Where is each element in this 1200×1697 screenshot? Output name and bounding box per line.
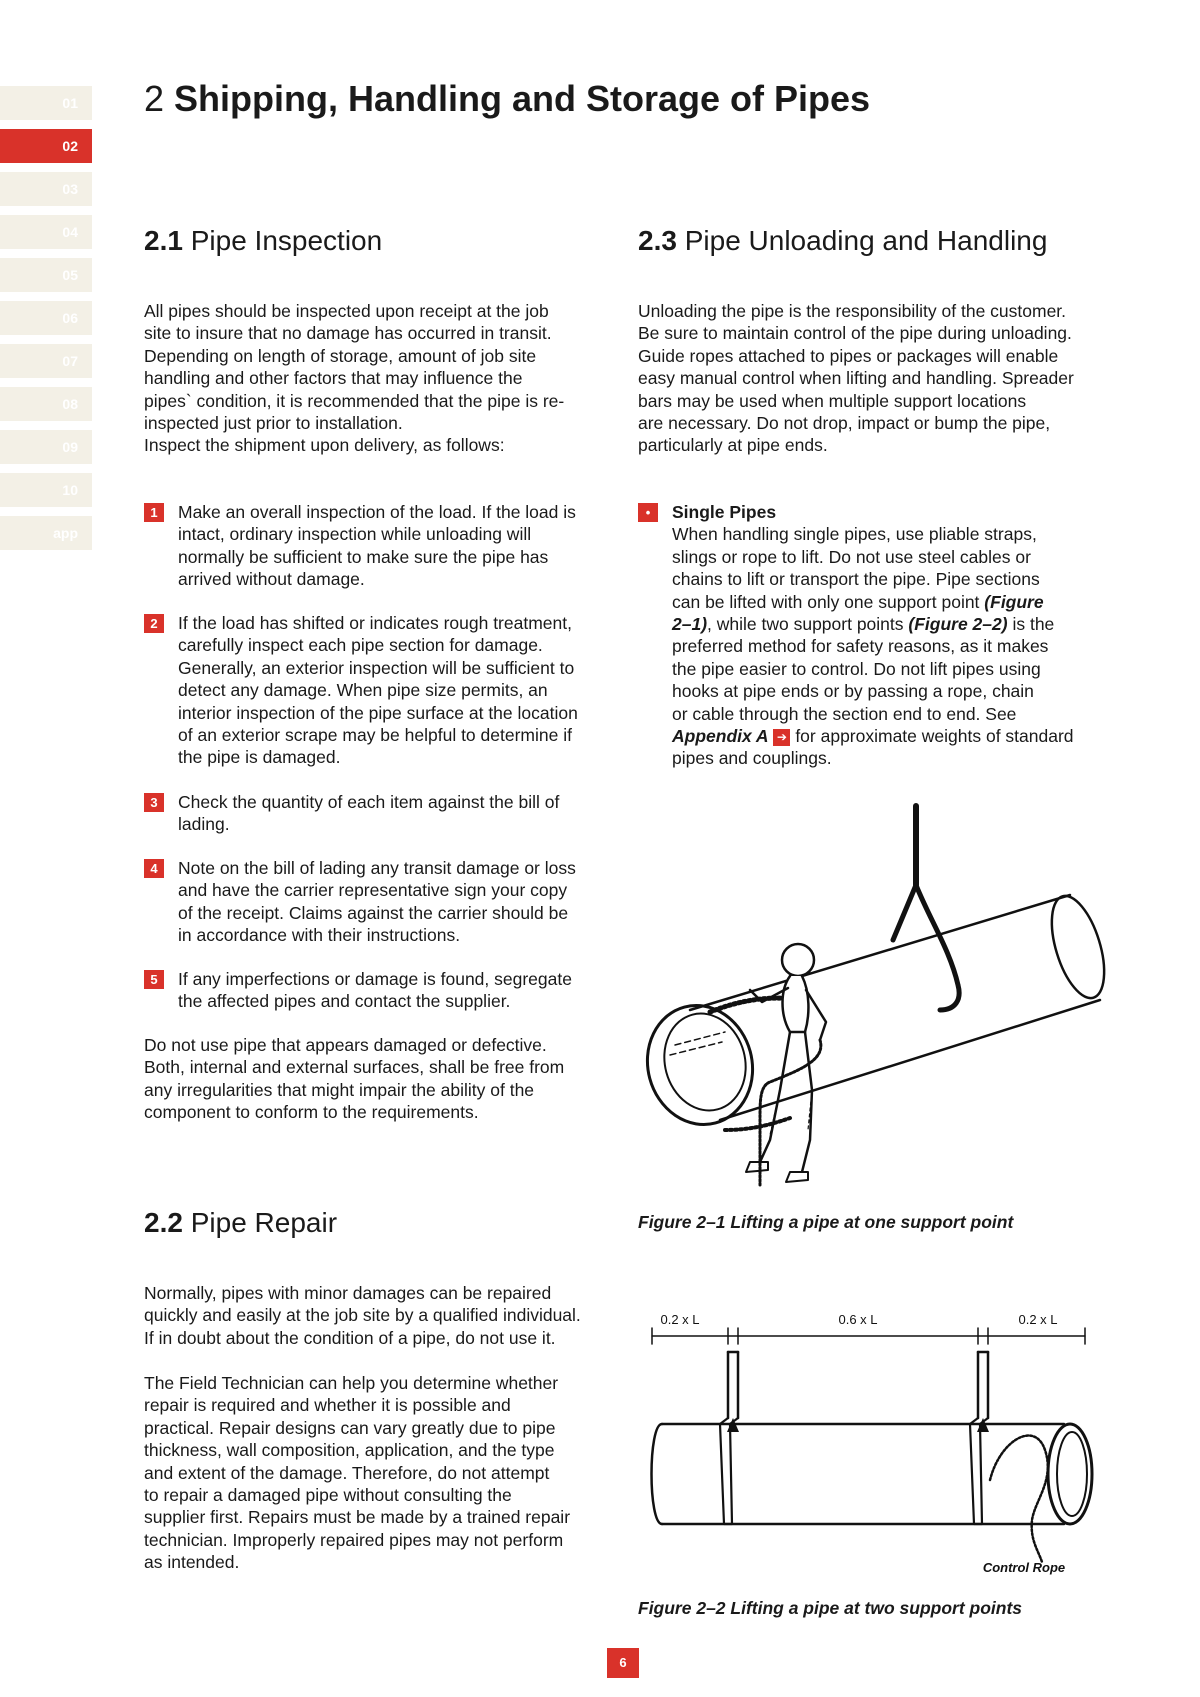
text-line: Check the quantity of each item against the bill of: [178, 792, 560, 812]
section-2-1-intro: [144, 300, 614, 457]
text-line: component to conform to the requirements.: [144, 1102, 479, 1123]
bullet-badge: •: [638, 503, 658, 522]
text-line: Unloading the pipe is the responsibility of the customer.: [638, 301, 1067, 321]
text-line: Depending on length of storage, amount of job site: [144, 345, 537, 366]
text-line: Do not use pipe that appears damaged or defective.: [144, 1035, 547, 1055]
chapter-tab-04[interactable]: 04: [0, 215, 92, 249]
text-line: Make an overall inspection of the load. If the load is: [178, 502, 576, 522]
text-line: easy manual control when lifting and handling. Spreader: [638, 368, 1074, 389]
figure-2-2-illustration: [640, 1300, 1100, 1590]
figure-2-1-link-cont[interactable]: 2–1): [672, 614, 708, 635]
section-2-3-heading: [638, 225, 1047, 257]
section-2-3-intro: [638, 300, 1108, 457]
text-line: bars may be used when multiple support locations: [638, 390, 1027, 411]
arrow-right-icon[interactable]: ➔: [773, 729, 790, 746]
text-line: chains to lift or transport the pipe. Pipe sections: [672, 569, 1040, 590]
section-2-2-heading: [144, 1207, 337, 1239]
text-line: site to insure that no damage has occurred in transit.: [144, 323, 552, 344]
text-line: Guide ropes attached to pipes or packages will enable: [638, 345, 1059, 366]
text-run: , while two support points: [707, 614, 909, 635]
chapter-tab-02[interactable]: 02: [0, 129, 92, 163]
text-line: [672, 725, 1108, 747]
text-line: in accordance with their instructions.: [178, 925, 461, 946]
page-title-number: 2: [144, 78, 165, 119]
text-line: any irregularities that might impair the ability of the: [144, 1079, 535, 1100]
text-run: for approximate weights of standard: [790, 726, 1074, 747]
chapter-tab-07[interactable]: 07: [0, 344, 92, 378]
inspection-step-4: [144, 857, 604, 947]
chapter-tab-09[interactable]: 09: [0, 430, 92, 464]
section-2-1-title: Pipe Inspection: [190, 225, 383, 256]
text-line: Be sure to maintain control of the pipe during unloading.: [638, 323, 1072, 344]
step-number-badge: 4: [144, 859, 164, 878]
text-line: handling and other factors that may influence the: [144, 368, 523, 389]
text-line: detect any damage. When pipe size permits, an: [178, 680, 548, 701]
section-2-1-closing: [144, 1034, 614, 1124]
text-run: can be lifted with only one support point: [672, 591, 985, 612]
text-line: or cable through the section end to end. See: [672, 703, 1017, 724]
text-line: Generally, an exterior inspection will be sufficient to: [178, 657, 575, 678]
figure-2-2-caption: Figure 2–2 Lifting a pipe at two support points: [638, 1598, 1023, 1618]
text-line: arrived without damage.: [178, 569, 365, 590]
page-title-text: Shipping, Handling and Storage of Pipes: [174, 78, 871, 119]
section-2-3-number: 2.3: [638, 225, 677, 256]
single-pipes-title: Single Pipes: [672, 502, 777, 522]
text-line: are necessary. Do not drop, impact or bump the pipe,: [638, 413, 1051, 434]
control-rope-label: Control Rope: [982, 1560, 1066, 1575]
text-line: slings or rope to lift. Do not use steel cables or: [672, 546, 1031, 567]
text-line: repair is required and whether it is possible and: [144, 1395, 511, 1416]
text-line: of an exterior scrape may be helpful to determine if: [178, 725, 572, 746]
appendix-a-link[interactable]: Appendix A: [672, 726, 769, 747]
step-number-badge: 5: [144, 970, 164, 989]
step-number-badge: 1: [144, 503, 164, 522]
chapter-tab-10[interactable]: 10: [0, 473, 92, 507]
text-line: the pipe is damaged.: [178, 747, 341, 768]
chapter-tab-05[interactable]: 05: [0, 258, 92, 292]
text-line: [672, 591, 1108, 613]
figure-2-1-link[interactable]: (Figure: [984, 591, 1044, 612]
text-line: If any imperfections or damage is found, segregate: [178, 969, 572, 989]
text-line: intact, ordinary inspection while unloading will: [178, 524, 532, 545]
dimension-label-middle: 0.6 x L: [838, 1312, 878, 1327]
text-line: the affected pipes and contact the supplier.: [178, 991, 511, 1012]
text-line: of the receipt. Claims against the carrier should be: [178, 902, 569, 923]
text-line: inspected just prior to installation.: [144, 413, 403, 434]
text-line: normally be sufficient to make sure the pipe has: [178, 546, 549, 567]
text-line: supplier first. Repairs must be made by a trained repair: [144, 1507, 571, 1528]
text-line: All pipes should be inspected upon receipt at the job: [144, 301, 549, 321]
section-2-2-number: 2.2: [144, 1207, 183, 1238]
step-number-badge: 2: [144, 614, 164, 633]
text-line: interior inspection of the pipe surface at the location: [178, 702, 578, 723]
chapter-tab-08[interactable]: 08: [0, 387, 92, 421]
text-line: When handling single pipes, use pliable straps,: [672, 524, 1037, 545]
chapter-tab-03[interactable]: 03: [0, 172, 92, 206]
section-2-2-para-2: [144, 1372, 614, 1574]
text-line: [672, 613, 1108, 635]
chapter-tab-06[interactable]: 06: [0, 301, 92, 335]
text-line: If in doubt about the condition of a pipe, do not use it.: [144, 1327, 556, 1348]
text-line: Both, internal and external surfaces, shall be free from: [144, 1057, 565, 1078]
dimension-label-left: 0.2 x L: [660, 1312, 700, 1327]
inspection-step-3: [144, 791, 604, 836]
text-run: is the: [1007, 614, 1055, 635]
text-line: Normally, pipes with minor damages can be repaired: [144, 1283, 552, 1303]
text-line: Inspect the shipment upon delivery, as follows:: [144, 435, 505, 456]
inspection-step-1: [144, 501, 604, 591]
text-line: as intended.: [144, 1552, 240, 1573]
text-line: quickly and easily at the job site by a qualified individual.: [144, 1305, 581, 1326]
text-line: The Field Technician can help you determine whether: [144, 1373, 559, 1393]
figure-2-2-link[interactable]: (Figure 2–2): [908, 614, 1008, 635]
page-number: 6: [607, 1648, 639, 1678]
text-line: Note on the bill of lading any transit damage or loss: [178, 858, 576, 878]
page-title: [144, 78, 870, 120]
figure-2-1-caption: Figure 2–1 Lifting a pipe at one support point: [638, 1212, 1014, 1232]
text-line: practical. Repair designs can vary greatly due to pipe: [144, 1417, 556, 1438]
text-line: hooks at pipe ends or by passing a rope, chain: [672, 681, 1034, 702]
chapter-tab-app[interactable]: app: [0, 516, 92, 550]
section-2-1-heading: [144, 225, 382, 257]
text-line: pipes and couplings.: [672, 748, 832, 769]
text-line: and have the carrier representative sign your copy: [178, 880, 568, 901]
inspection-step-5: [144, 968, 604, 1013]
chapter-nav: [0, 86, 92, 559]
chapter-tab-01[interactable]: 01: [0, 86, 92, 120]
single-pipes-block: [638, 501, 1108, 770]
text-line: and extent of the damage. Therefore, do not attempt: [144, 1462, 550, 1483]
text-line: particularly at pipe ends.: [638, 435, 828, 456]
section-2-2-title: Pipe Repair: [190, 1207, 338, 1238]
text-line: the pipe easier to control. Do not lift pipes using: [672, 658, 1041, 679]
section-2-2-para-1: [144, 1282, 614, 1349]
inspection-step-2: [144, 612, 604, 769]
text-line: lading.: [178, 814, 230, 835]
text-line: thickness, wall composition, application, and the type: [144, 1440, 555, 1461]
text-line: carefully inspect each pipe section for damage.: [178, 635, 543, 656]
text-line: technician. Improperly repaired pipes may not perform: [144, 1529, 564, 1550]
text-line: If the load has shifted or indicates rough treatment,: [178, 613, 572, 633]
text-line: to repair a damaged pipe without consulting the: [144, 1485, 512, 1506]
step-number-badge: 3: [144, 793, 164, 812]
dimension-label-right: 0.2 x L: [1018, 1312, 1058, 1327]
section-2-1-number: 2.1: [144, 225, 183, 256]
figure-2-1-illustration: [630, 800, 1110, 1195]
text-line: preferred method for safety reasons, as it makes: [672, 636, 1049, 657]
section-2-3-title: Pipe Unloading and Handling: [684, 225, 1048, 256]
text-line: pipes` condition, it is recommended that the pipe is re-: [144, 390, 565, 411]
